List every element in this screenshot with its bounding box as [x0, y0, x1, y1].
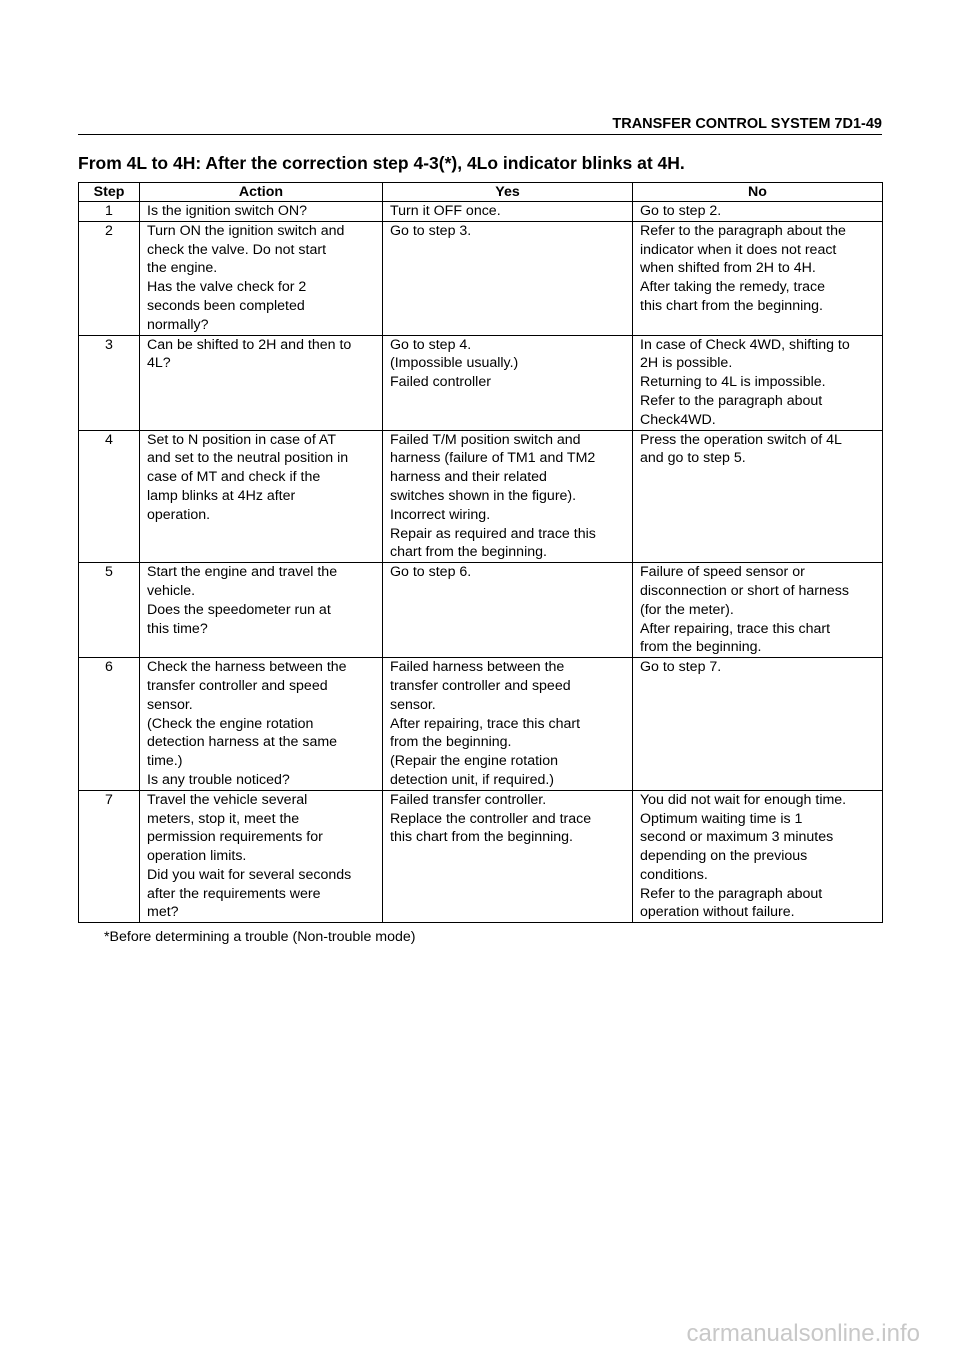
- action-cell: [140, 790, 383, 923]
- no-text-line: After repairing, trace this chart: [640, 620, 831, 637]
- no-text-line: operation without failure.: [640, 904, 795, 921]
- no-text-line: conditions.: [640, 866, 708, 883]
- column-header-step: Step: [79, 183, 140, 202]
- no-text-line: 2H is possible.: [640, 355, 733, 372]
- yes-text-line: Failed transfer controller.: [390, 791, 547, 808]
- action-text-line: and set to the neutral position in: [147, 450, 349, 467]
- action-text-line: operation limits.: [147, 848, 247, 865]
- action-cell: [140, 430, 383, 563]
- no-text-line: Failure of speed sensor or: [640, 564, 805, 581]
- action-text-line: Travel the vehicle several: [147, 791, 308, 808]
- page-header: [78, 116, 882, 135]
- action-text-line: permission requirements for: [147, 829, 323, 846]
- yes-text-line: harness (failure of TM1 and TM2: [390, 450, 596, 467]
- action-cell: [140, 221, 383, 335]
- yes-text-line: Turn it OFF once.: [390, 203, 501, 219]
- no-text-line: and go to step 5.: [640, 450, 746, 467]
- column-header-yes: Yes: [383, 183, 633, 202]
- step-cell: 7: [79, 790, 140, 923]
- action-text-line: sensor.: [147, 696, 193, 713]
- action-text-line: lamp blinks at 4Hz after: [147, 487, 296, 504]
- diagnostic-table: [78, 182, 883, 923]
- yes-cell: [383, 658, 633, 791]
- no-cell: [633, 221, 883, 335]
- action-cell: [140, 335, 383, 430]
- action-cell: [140, 658, 383, 791]
- action-text-line: Turn ON the ignition switch and: [147, 222, 345, 239]
- action-text-line: Set to N position in case of AT: [147, 431, 337, 448]
- no-cell: [633, 430, 883, 563]
- yes-text-line: After repairing, trace this chart: [390, 715, 581, 732]
- step-cell: 4: [79, 430, 140, 563]
- header-text: TRANSFER CONTROL SYSTEM 7D1-49: [612, 116, 882, 132]
- action-text-line: check the valve. Do not start: [147, 241, 327, 258]
- yes-text-line: this chart from the beginning.: [390, 829, 573, 846]
- yes-text-line: Failed T/M position switch and: [390, 431, 581, 448]
- no-text-line: this chart from the beginning.: [640, 297, 823, 314]
- yes-text-line: from the beginning.: [390, 734, 512, 751]
- no-cell: [633, 335, 883, 430]
- step-cell: 6: [79, 658, 140, 791]
- no-cell: [633, 790, 883, 923]
- yes-text-line: switches shown in the figure).: [390, 487, 577, 504]
- action-text-line: 4L?: [147, 355, 171, 372]
- column-header-action: Action: [140, 183, 383, 202]
- page-title: From 4L to 4H: After the correction step 4-3(*), 4Lo indicator blinks at 4H.: [78, 153, 685, 173]
- no-text-line: Refer to the paragraph about: [640, 885, 823, 902]
- yes-text-line: chart from the beginning.: [390, 544, 547, 561]
- action-text-line: detection harness at the same: [147, 734, 338, 751]
- action-text-line: case of MT and check if the: [147, 469, 321, 486]
- yes-text-line: Go to step 6.: [390, 564, 472, 581]
- table-row: [79, 658, 883, 791]
- no-text-line: (for the meter).: [640, 601, 734, 618]
- watermark: carmanualsonline.info: [686, 1320, 920, 1347]
- yes-text-line: Replace the controller and trace: [390, 810, 592, 827]
- yes-text-line: harness and their related: [390, 469, 547, 486]
- action-text-line: Can be shifted to 2H and then to: [147, 336, 352, 353]
- action-text-line: vehicle.: [147, 582, 196, 599]
- no-text-line: indicator when it does not react: [640, 241, 837, 258]
- no-cell: [633, 658, 883, 791]
- yes-text-line: Go to step 3.: [390, 222, 472, 239]
- yes-text-line: Repair as required and trace this: [390, 525, 596, 542]
- action-text-line: normally?: [147, 316, 209, 333]
- no-text-line: when shifted from 2H to 4H.: [640, 260, 816, 277]
- step-cell: 2: [79, 221, 140, 335]
- action-text-line: meters, stop it, meet the: [147, 810, 300, 827]
- yes-cell: [383, 221, 633, 335]
- yes-text-line: (Repair the engine rotation: [390, 753, 558, 770]
- table-row: [79, 563, 883, 658]
- action-text-line: Is the ignition switch ON?: [147, 203, 308, 219]
- no-text-line: In case of Check 4WD, shifting to: [640, 336, 850, 353]
- yes-text-line: transfer controller and speed: [390, 677, 571, 694]
- no-text-line: Returning to 4L is impossible.: [640, 374, 826, 391]
- no-text-line: Optimum waiting time is 1: [640, 810, 803, 827]
- no-text-line: You did not wait for enough time.: [640, 791, 847, 808]
- no-text-line: Check4WD.: [640, 411, 716, 428]
- yes-text-line: (Impossible usually.): [390, 355, 519, 372]
- no-text-line: depending on the previous: [640, 848, 808, 865]
- action-text-line: transfer controller and speed: [147, 677, 328, 694]
- step-cell: 5: [79, 563, 140, 658]
- table-body: [79, 202, 883, 923]
- column-header-no: No: [633, 183, 883, 202]
- action-text-line: the engine.: [147, 260, 218, 277]
- table-row: [79, 335, 883, 430]
- no-text-line: Go to step 7.: [640, 659, 722, 676]
- table-row: [79, 202, 883, 222]
- table-header-row: [79, 183, 883, 202]
- action-text-line: after the requirements were: [147, 885, 321, 902]
- action-text-line: Did you wait for several seconds: [147, 866, 352, 883]
- action-text-line: Has the valve check for 2: [147, 279, 307, 296]
- action-text-line: seconds been completed: [147, 297, 305, 314]
- no-text-line: disconnection or short of harness: [640, 582, 849, 599]
- table-row: [79, 430, 883, 563]
- action-text-line: Start the engine and travel the: [147, 564, 338, 581]
- no-cell: [633, 202, 883, 222]
- yes-text-line: Failed harness between the: [390, 659, 565, 676]
- action-text-line: operation.: [147, 506, 211, 523]
- step-cell: 3: [79, 335, 140, 430]
- action-text-line: (Check the engine rotation: [147, 715, 314, 732]
- action-text-line: Does the speedometer run at: [147, 601, 331, 618]
- no-text-line: from the beginning.: [640, 639, 762, 656]
- action-text-line: Is any trouble noticed?: [147, 771, 290, 788]
- no-text-line: second or maximum 3 minutes: [640, 829, 834, 846]
- action-text-line: Check the harness between the: [147, 659, 347, 676]
- table-row: [79, 790, 883, 923]
- no-text-line: Go to step 2.: [640, 203, 722, 219]
- action-text-line: this time?: [147, 620, 208, 637]
- no-cell: [633, 563, 883, 658]
- no-text-line: After taking the remedy, trace: [640, 279, 826, 296]
- yes-text-line: detection unit, if required.): [390, 771, 555, 788]
- yes-cell: [383, 563, 633, 658]
- yes-text-line: sensor.: [390, 696, 436, 713]
- no-text-line: Press the operation switch of 4L: [640, 431, 842, 448]
- action-cell: [140, 563, 383, 658]
- action-text-line: time.): [147, 753, 183, 770]
- yes-cell: [383, 430, 633, 563]
- no-text-line: Refer to the paragraph about: [640, 392, 823, 409]
- action-cell: [140, 202, 383, 222]
- no-text-line: Refer to the paragraph about the: [640, 222, 846, 239]
- yes-cell: [383, 790, 633, 923]
- yes-text-line: Go to step 4.: [390, 336, 472, 353]
- yes-cell: [383, 335, 633, 430]
- yes-text-line: Incorrect wiring.: [390, 506, 491, 523]
- yes-text-line: Failed controller: [390, 374, 491, 391]
- yes-cell: [383, 202, 633, 222]
- table-row: [79, 221, 883, 335]
- footnote: *Before determining a trouble (Non-trouble mode): [104, 929, 416, 945]
- step-cell: 1: [79, 202, 140, 222]
- action-text-line: met?: [147, 904, 179, 921]
